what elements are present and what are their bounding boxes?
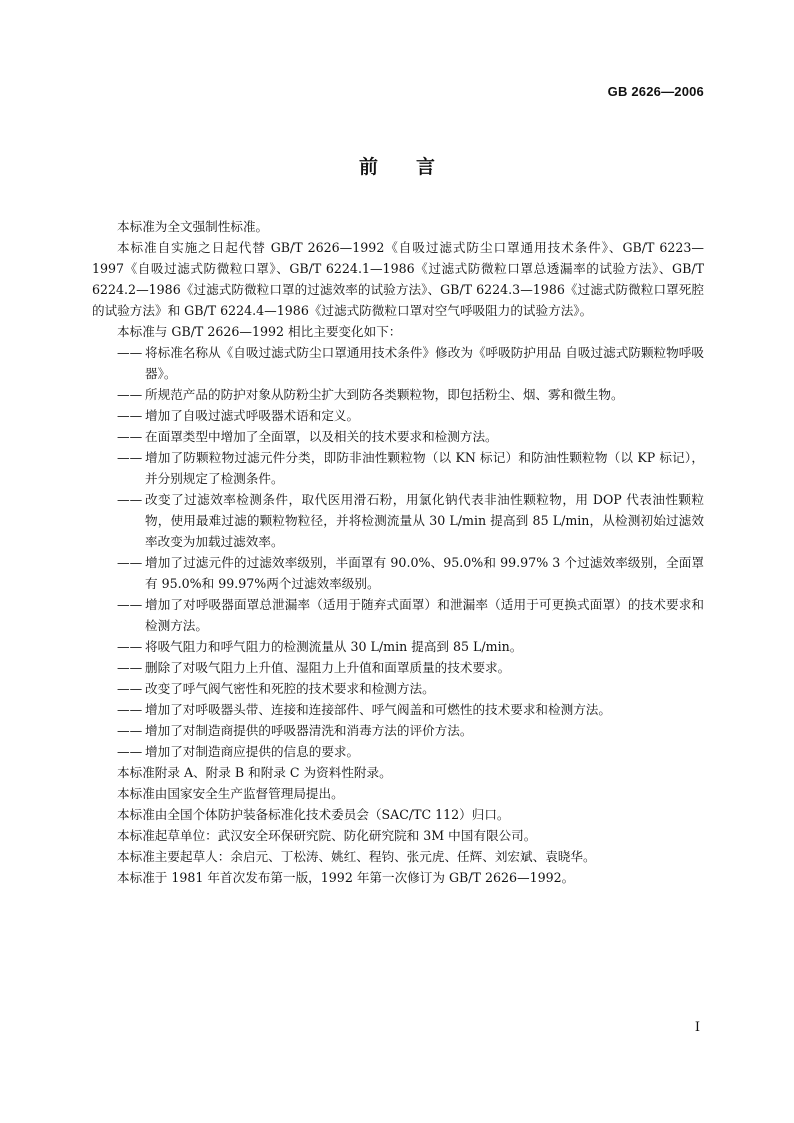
- change-item-text: 删除了对吸气阻力上升值、湿阻力上升值和面罩质量的技术要求。: [145, 660, 511, 675]
- change-item-text: 增加了对制造商应提供的信息的要求。: [145, 744, 360, 759]
- dash-marker: ——: [117, 555, 143, 570]
- intro-paragraph: 本标准为全文强制性标准。: [117, 219, 269, 234]
- change-item: [117, 426, 704, 447]
- change-item: [117, 741, 704, 762]
- dash-marker: ——: [117, 639, 143, 654]
- change-item-text: 所规范产品的防护对象从防粉尘扩大到防各类颗粒物，即包括粉尘、烟、雾和微生物。: [145, 387, 624, 402]
- dash-marker: ——: [117, 450, 143, 465]
- dash-marker: ——: [117, 345, 143, 360]
- dash-marker: ——: [117, 408, 143, 423]
- change-item-text: 增加了对呼吸器头带、连接和连接部件、呼气阀盖和可燃性的技术要求和检测方法。: [145, 702, 611, 717]
- dash-marker: ——: [117, 597, 143, 612]
- change-item-text: 增加了自吸过滤式呼吸器术语和定义。: [145, 408, 360, 423]
- page-number: I: [694, 1020, 700, 1035]
- closing-paragraph: 本标准由国家安全生产监督管理局提出。: [117, 786, 344, 801]
- change-item-text: 将标准名称从《自吸过滤式防尘口罩通用技术条件》修改为《呼吸防护用品 自吸过滤式防颗粒物呼吸器》。: [145, 345, 704, 381]
- change-item: [117, 489, 704, 552]
- change-item-text: 在面罩类型中增加了全面罩，以及相关的技术要求和检测方法。: [145, 429, 498, 444]
- dash-marker: ——: [117, 387, 143, 402]
- change-item: [117, 678, 704, 699]
- change-item-text: 改变了呼气阀气密性和死腔的技术要求和检测方法。: [145, 681, 435, 696]
- standard-number: GB 2626—2006: [607, 84, 704, 99]
- page-title: 前言: [358, 156, 473, 178]
- closing-paragraph: 本标准由全国个体防护装备标准化技术委员会（SAC/TC 112）归口。: [117, 807, 510, 822]
- dash-marker: ——: [117, 681, 143, 696]
- change-item-text: 增加了防颗粒物过滤元件分类，即防非油性颗粒物（以 KN 标记）和防油性颗粒物（以 KP 标记），并分别规定了检测条件。: [145, 450, 704, 486]
- change-item: [117, 342, 704, 384]
- change-item: [117, 405, 704, 426]
- change-item: [117, 594, 704, 636]
- change-item: [117, 720, 704, 741]
- change-item-text: 改变了过滤效率检测条件，取代医用滑石粉，用氯化钠代表非油性颗粒物，用 DOP 代表油性颗粒物，使用最难过滤的颗粒物粒径，并将检测流量从 30 L/min 提高到 85 L/min，从检测初始过滤效率改变为加载过滤效率。: [145, 492, 704, 549]
- change-item-text: 增加了过滤元件的过滤效率级别，半面罩有 90.0%、95.0%和 99.97% 3 个过滤效率级别，全面罩有 95.0%和 99.97%两个过滤效率级别。: [145, 555, 704, 591]
- change-item: [117, 447, 704, 489]
- change-item: [117, 636, 704, 657]
- dash-marker: ——: [117, 744, 143, 759]
- dash-marker: ——: [117, 702, 143, 717]
- change-item-text: 增加了对呼吸器面罩总泄漏率（适用于随弃式面罩）和泄漏率（适用于可更换式面罩）的技术要求和检测方法。: [145, 597, 704, 633]
- dash-marker: ——: [117, 723, 143, 738]
- change-item: [117, 657, 704, 678]
- foreword-body: [92, 216, 704, 888]
- dash-marker: ——: [117, 492, 143, 507]
- dash-marker: ——: [117, 429, 143, 444]
- closing-paragraph: 本标准于 1981 年首次发布第一版，1992 年第一次修订为 GB/T 2626—1992。: [117, 870, 575, 885]
- change-item: [117, 699, 704, 720]
- change-item: [117, 384, 704, 405]
- change-item-text: 将吸气阻力和呼气阻力的检测流量从 30 L/min 提高到 85 L/min。: [145, 639, 523, 654]
- intro-paragraph: 本标准与 GB/T 2626—1992 相比主要变化如下：: [117, 324, 402, 339]
- closing-paragraph: 本标准主要起草人：余启元、丁松涛、姚红、程钧、张元虎、任辉、刘宏斌、袁晓华。: [117, 849, 596, 864]
- change-item: [117, 552, 704, 594]
- change-item-text: 增加了对制造商提供的呼吸器清洗和消毒方法的评价方法。: [145, 723, 473, 738]
- closing-paragraph: 本标准起草单位：武汉安全环保研究院、防化研究院和 3M 中国有限公司。: [117, 828, 537, 843]
- intro-paragraph: 本标准自实施之日起代替 GB/T 2626—1992《自吸过滤式防尘口罩通用技术条件》、GB/T 6223—1997《自吸过滤式防微粒口罩》、GB/T 6224.1—1986《过滤式防微粒口罩总透漏率的试验方法》、GB/T 6224.2—1986《过滤式防微粒口罩的过滤效率的试验方法》、GB/T 6224.3—1986《过滤式防微粒口罩死腔的试验方法》和 GB/T 6224.4—1986《过滤式防微粒口罩对空气呼吸阻力的试验方法》。: [92, 240, 704, 318]
- closing-paragraph: 本标准附录 A、附录 B 和附录 C 为资料性附录。: [117, 765, 392, 780]
- dash-marker: ——: [117, 660, 143, 675]
